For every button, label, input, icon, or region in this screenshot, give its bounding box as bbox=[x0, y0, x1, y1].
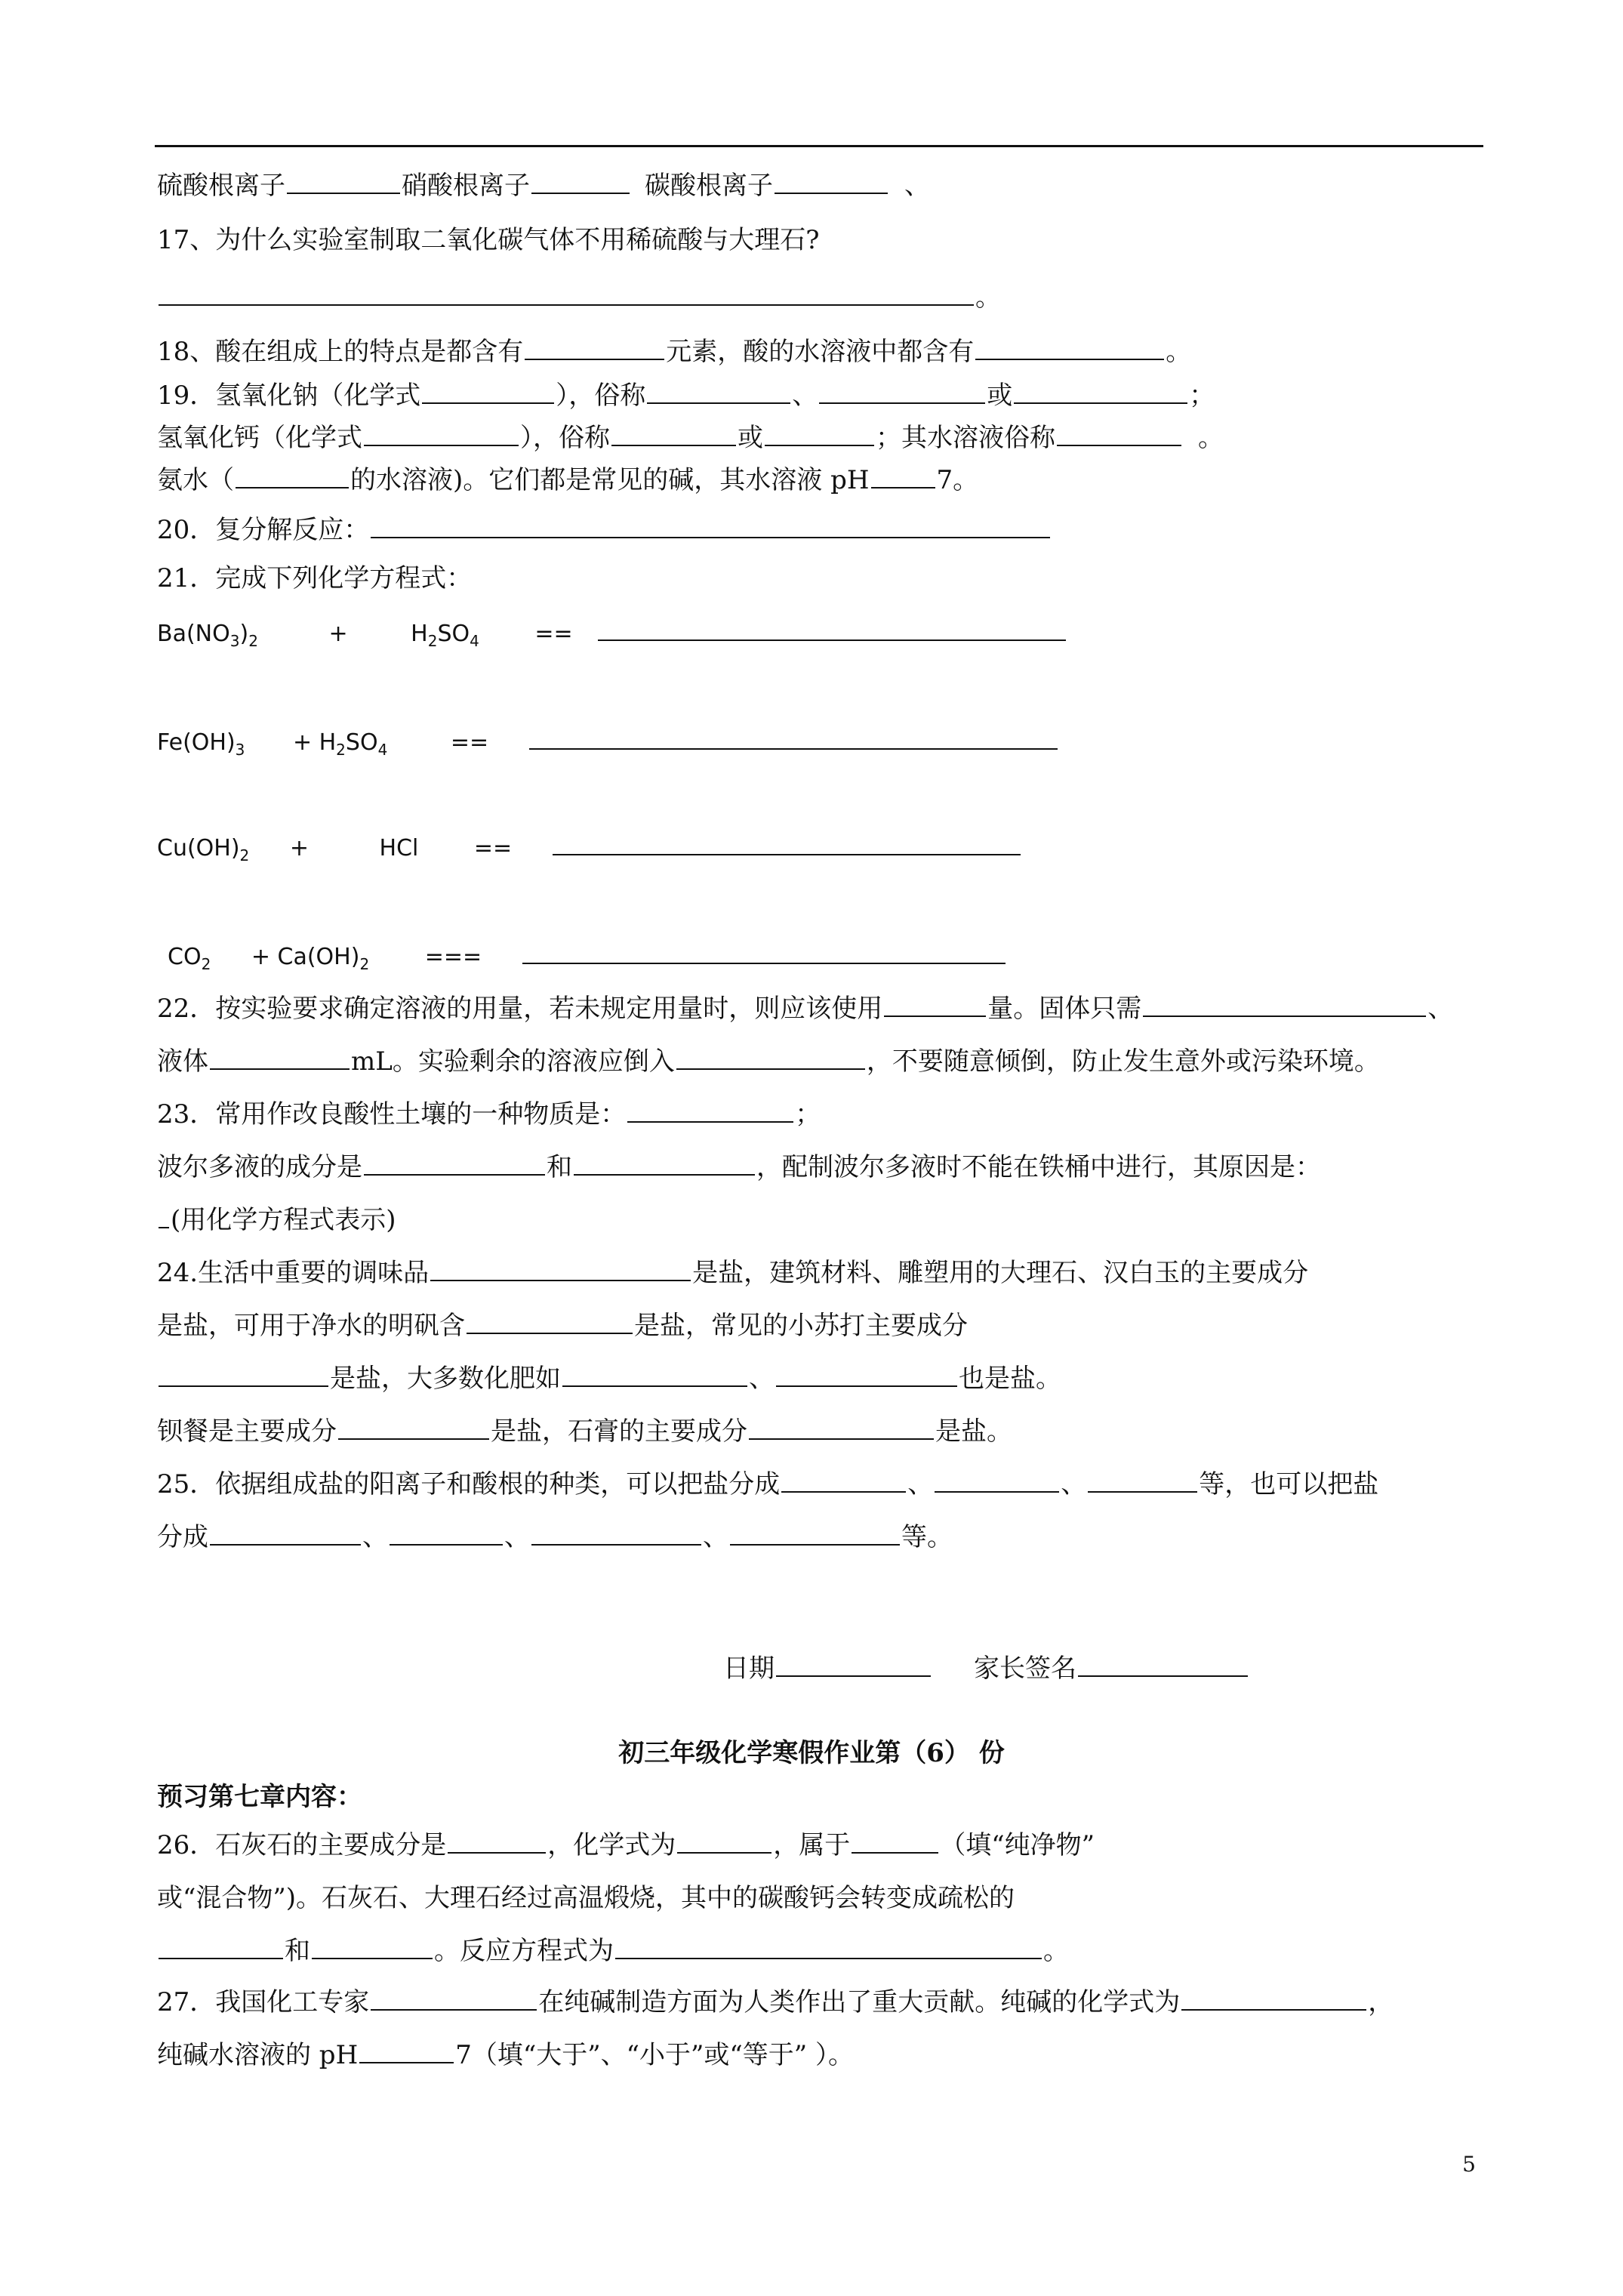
header-rule bbox=[155, 145, 1483, 147]
blank[interactable] bbox=[749, 1416, 934, 1440]
blank[interactable] bbox=[574, 1151, 755, 1176]
question-22-line-2: 液体 mL。实验剩余的溶液应倒入 ，不要随意倾倒，防止发生意外或污染环境。 bbox=[157, 1046, 1380, 1077]
equation-2: $Fe(OH)_3 + H_2SO_4$ == bbox=[157, 725, 1059, 768]
question-23-line-3: (用化学方程式表示) bbox=[157, 1202, 1555, 1238]
blank[interactable] bbox=[390, 1521, 503, 1546]
question-27-line-2: 纯碱水溶液的 pH 7（填“大于”、“小于”或“等于” ）。 bbox=[157, 2040, 854, 2070]
blank[interactable] bbox=[467, 1310, 633, 1334]
blank[interactable] bbox=[1014, 380, 1187, 404]
sign-line bbox=[723, 1650, 1555, 1687]
question-22-line-1: 22．按实验要求确定溶液的用量，若未规定用量时，则应该使用 量。固体只需 、 bbox=[157, 994, 1454, 1024]
blank[interactable] bbox=[781, 1469, 906, 1493]
question-25-line-2: 分成 、 、 、 等。 bbox=[157, 1522, 953, 1552]
blank[interactable] bbox=[159, 1363, 328, 1387]
blank[interactable] bbox=[531, 1521, 701, 1546]
blank[interactable] bbox=[371, 1986, 537, 2011]
blank[interactable] bbox=[359, 2039, 454, 2063]
blank[interactable] bbox=[287, 170, 400, 194]
blank[interactable] bbox=[159, 1935, 283, 1959]
blank[interactable] bbox=[525, 336, 664, 360]
blank[interactable] bbox=[364, 422, 519, 446]
ion-blanks-line: 硫酸根离子 硝酸根离子 碳酸根离子 、 bbox=[157, 171, 930, 201]
equation-3: $Cu(OH)_2$ + HCl == bbox=[157, 831, 1022, 874]
blank[interactable] bbox=[364, 1151, 545, 1176]
blank[interactable] bbox=[775, 170, 888, 194]
blank[interactable] bbox=[338, 1416, 489, 1440]
page-number: 5 bbox=[1462, 2152, 1476, 2177]
blank[interactable] bbox=[776, 1363, 957, 1387]
blank[interactable] bbox=[677, 1829, 771, 1854]
blank[interactable] bbox=[159, 282, 974, 306]
question-17: 17、为什么实验室制取二氧化碳气体不用稀硫酸与大理石? bbox=[157, 225, 820, 255]
blank[interactable] bbox=[935, 1469, 1059, 1493]
question-24-line-3: 是盐，大多数化肥如 、 也是盐。 bbox=[157, 1361, 1555, 1397]
parent-signature-label: 家长签名 bbox=[974, 1653, 1076, 1684]
blank[interactable] bbox=[529, 729, 1058, 750]
blank[interactable] bbox=[871, 464, 935, 488]
blank[interactable] bbox=[598, 620, 1066, 641]
equation-4: $CO_2 + Ca(OH)_2$ === bbox=[168, 939, 1007, 982]
question-25-line-1: 25．依据组成盐的阳离子和酸根的种类，可以把盐分成 、 、 等，也可以把盐 bbox=[157, 1469, 1379, 1499]
question-24-line-2: 是盐，可用于净水的明矾含 是盐，常见的小苏打主要成分 bbox=[157, 1311, 968, 1341]
blank[interactable] bbox=[531, 170, 630, 194]
question-21: 21．完成下列化学方程式： bbox=[157, 563, 473, 593]
blank[interactable] bbox=[730, 1521, 900, 1546]
blank[interactable] bbox=[627, 1099, 793, 1123]
blank[interactable] bbox=[422, 380, 554, 404]
date-field[interactable] bbox=[776, 1653, 931, 1677]
blank[interactable] bbox=[371, 514, 1050, 538]
blank[interactable] bbox=[647, 380, 790, 404]
blank[interactable] bbox=[522, 943, 1006, 964]
blank[interactable] bbox=[1057, 422, 1181, 446]
question-19-line-3: 氨水（ 的水溶液)。它们都是常见的碱，其水溶液 pH 7。 bbox=[157, 465, 979, 495]
blank[interactable] bbox=[975, 336, 1164, 360]
blank[interactable] bbox=[676, 1046, 865, 1070]
blank[interactable] bbox=[159, 1204, 169, 1228]
question-19-line-2: 氢氧化钙（化学式 ），俗称 或 ；其水溶液俗称 。 bbox=[157, 423, 1224, 453]
blank[interactable] bbox=[765, 422, 874, 446]
blank[interactable] bbox=[312, 1935, 433, 1959]
blank[interactable] bbox=[819, 380, 985, 404]
blank[interactable] bbox=[210, 1046, 350, 1070]
question-26-line-2: 或“混合物”)。石灰石、大理石经过高温煅烧，其中的碳酸钙会转变成疏松的 bbox=[157, 1883, 1015, 1913]
question-26-line-3: 和 。反应方程式为 。 bbox=[157, 1933, 1555, 1969]
question-19-line-1: 19．氢氧化钠（化学式 ），俗称 、 或 ； bbox=[157, 381, 1215, 411]
blank[interactable] bbox=[611, 422, 736, 446]
blank[interactable] bbox=[430, 1257, 691, 1281]
date-label: 日期 bbox=[723, 1653, 775, 1684]
question-18: 18、酸在组成上的特点是都含有 元素，酸的水溶液中都含有 。 bbox=[157, 337, 1192, 367]
blank[interactable] bbox=[884, 993, 986, 1017]
page-title: 初三年级化学寒假作业第（6） 份 bbox=[618, 1738, 1005, 1768]
question-20: 20．复分解反应： bbox=[157, 512, 1555, 548]
blank[interactable] bbox=[1143, 993, 1426, 1017]
blank[interactable] bbox=[448, 1829, 546, 1854]
blank[interactable] bbox=[1088, 1469, 1197, 1493]
question-27-line-1: 27．我国化工专家 在纯碱制造方面为人类作出了重大贡献。纯碱的化学式为 ， bbox=[157, 1987, 1394, 2017]
blank[interactable] bbox=[615, 1935, 1042, 1959]
section-heading: 预习第七章内容： bbox=[157, 1782, 362, 1812]
question-24-line-1: 24.生活中重要的调味品 是盐，建筑材料、雕塑用的大理石、汉白玉的主要成分 bbox=[157, 1258, 1309, 1288]
equation-1: $Ba(NO_3)_2 + H_2SO_4$ == bbox=[157, 616, 1067, 659]
question-24-line-4: 钡餐是主要成分 是盐，石膏的主要成分 是盐。 bbox=[157, 1416, 1012, 1447]
blank[interactable] bbox=[553, 834, 1021, 855]
question-23-line-2: 波尔多液的成分是 和 ，配制波尔多液时不能在铁桶中进行，其原因是： bbox=[157, 1152, 1321, 1182]
blank[interactable] bbox=[852, 1829, 938, 1854]
blank[interactable] bbox=[210, 1521, 361, 1546]
question-26-line-1: 26．石灰石的主要成分是 ，化学式为 ，属于 （填“纯净物” bbox=[157, 1830, 1095, 1860]
blank[interactable] bbox=[1181, 1986, 1366, 2011]
blank[interactable] bbox=[236, 464, 349, 488]
parent-signature-field[interactable] bbox=[1078, 1653, 1248, 1677]
blank[interactable] bbox=[562, 1363, 747, 1387]
question-17-answer: 。 bbox=[157, 279, 1555, 316]
question-23-line-1: 23．常用作改良酸性土壤的一种物质是： ； bbox=[157, 1099, 821, 1130]
